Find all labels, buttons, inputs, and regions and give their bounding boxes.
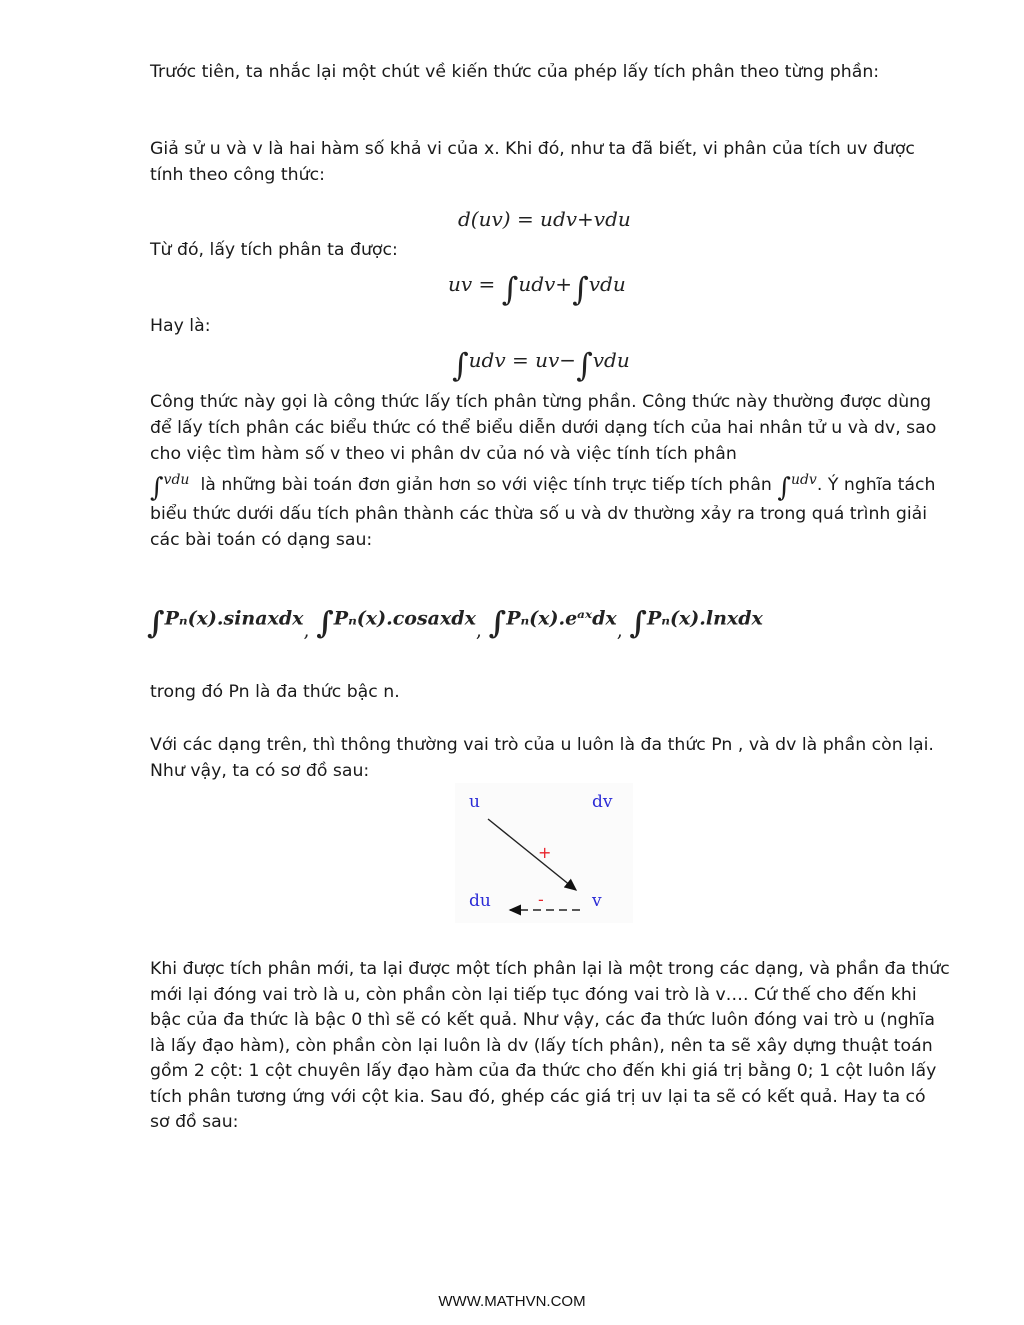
- plus-sign: +: [538, 843, 552, 862]
- form-cos: Pₙ(x).cosaxdx: [333, 607, 476, 630]
- formula-description-part-1: Công thức này gọi là công thức lấy tích phân từng phần. Công thức này thường được dùng để lấy tích phân các biểu thức có thể biểu diễn dưới dạng tích của hai nhân tử u và dv, sao cho việc tìm hàm số v theo vi phân dv của nó và việc tính tích phân: [150, 392, 937, 464]
- footer-website: WWW.MATHVN.COM: [438, 1293, 586, 1310]
- diagonal-arrow: [488, 819, 576, 890]
- integral-icon: ∫: [501, 270, 519, 308]
- pn-definition: trong đó Pn là đa thức bậc n.: [150, 682, 400, 702]
- integral-icon: ∫: [150, 473, 164, 503]
- form-sin: Pₙ(x).sinaxdx: [164, 607, 304, 630]
- integrated-lhs: uv =: [448, 272, 502, 297]
- inline-integral-udv: ∫udv: [777, 472, 817, 503]
- parts-formula: [452, 346, 630, 384]
- differential-formula: d(uv) = udv+vdu: [458, 207, 631, 231]
- uv-diagram: [455, 783, 633, 923]
- form-ln: Pₙ(x).lnxdx: [646, 607, 763, 630]
- integral-icon: ∫: [147, 605, 165, 641]
- algorithm-paragraph: Khi được tích phân mới, ta lại được một tích phân lại là một trong các dạng, và phần đa thức mới lại đóng vai trò là u, còn phần còn lại tiếp tục đóng vai trò là v…. Cứ thế cho đến khi bậc của đa thức là bậc 0 thì sẽ có kết quả. Như vậy, các đa thức luôn đóng vai trò u (nghĩa là lấy đạo hàm), còn phần còn lại luôn là dv (lấy tích phân), nên ta sẽ xây dựng thuật toán gồm 2 cột: 1 cột chuyên lấy đạo hàm của đa thức cho đến khi giá trị bằng 0; 1 cột luôn lấy tích phân tương ứng với cột kia. Sau đó, ghép các giá trị uv lại ta sẽ có kết quả. Hay ta có sơ đồ sau:: [150, 959, 950, 1132]
- integrated-formula: [448, 270, 626, 308]
- diagram-label-du: du: [469, 891, 491, 911]
- uv-diagram-svg: [455, 783, 633, 923]
- formula-description-part-2: là những bài toán đơn giản hơn so với việc tính trực tiếp tích phân: [200, 475, 772, 495]
- form-exp: Pₙ(x).eᵃˣdx: [506, 607, 617, 630]
- integrated-term-1: udv+: [518, 272, 573, 297]
- integral-icon: ∫: [452, 346, 469, 384]
- formula-description-part-3: . Ý nghĩa tách biểu thức dưới dấu tích phân thành các thừa số u và dv thường xảy ra trong quá trình giải các bài toán có dạng sau:: [150, 475, 936, 550]
- integral-icon: ∫: [316, 605, 334, 641]
- roles-paragraph: Với các dạng trên, thì thông thường vai trò của u luôn là đa thức Pn , và dv là phần còn lại. Như vậy, ta có sơ đồ sau:: [150, 735, 934, 781]
- integral-icon: ∫: [488, 605, 507, 641]
- parts-term-1: udv = uv−: [468, 348, 577, 373]
- integral-icon: ∫: [777, 473, 791, 503]
- diagram-label-u: u: [469, 792, 480, 812]
- integral-forms-row: ∫Pₙ(x).sinaxdx, ∫Pₙ(x).cosaxdx, ∫Pₙ(x).eᵃˣdx, ∫Pₙ(x).lnxdx: [147, 605, 763, 642]
- minus-sign: -: [538, 890, 544, 909]
- diagram-label-dv: dv: [592, 792, 613, 812]
- integral-icon: ∫: [629, 605, 647, 641]
- formula-description: [150, 389, 950, 553]
- or-text: Hay là:: [150, 316, 211, 336]
- integral-icon: ∫: [572, 270, 589, 308]
- integral-icon: ∫: [576, 346, 593, 384]
- from-that-text: Từ đó, lấy tích phân ta được:: [150, 240, 398, 260]
- diagram-label-v: v: [592, 891, 602, 911]
- inline-integral-vdu: ∫vdu: [150, 472, 190, 503]
- parts-term-2: vdu: [592, 348, 630, 373]
- integrated-term-2: vdu: [588, 272, 626, 297]
- suppose-paragraph: Giả sử u và v là hai hàm số khả vi của x. Khi đó, như ta đã biết, vi phân của tích uv được tính theo công thức:: [150, 139, 915, 185]
- intro-paragraph: Trước tiên, ta nhắc lại một chút về kiến thức của phép lấy tích phân theo từng phần:: [150, 62, 880, 82]
